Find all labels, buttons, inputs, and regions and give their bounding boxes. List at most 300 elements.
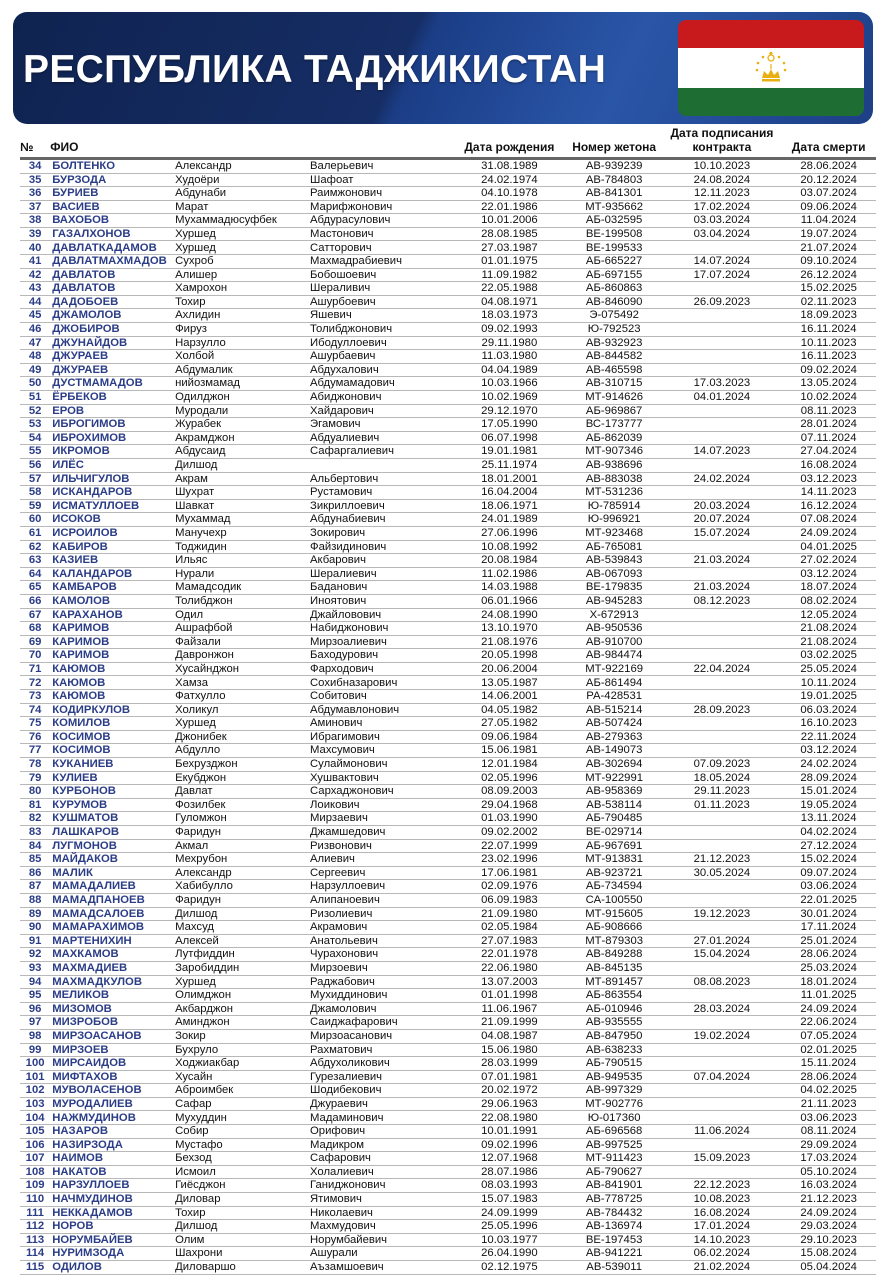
birth-date: 18.03.1973	[481, 309, 538, 322]
contract-date	[662, 880, 781, 894]
table-row	[20, 1016, 876, 1030]
row-number: 95	[28, 989, 42, 1002]
first-name: Бехрузджон	[175, 758, 238, 771]
token-number: Х-672913	[589, 608, 639, 621]
first-name: Хамза	[175, 676, 208, 689]
row-number: 58	[28, 486, 42, 499]
death-date: 22.11.2024	[800, 730, 857, 743]
row-number: 60	[28, 513, 42, 526]
death-date: 25.03.2024	[800, 961, 857, 974]
token-number: АБ-790627	[585, 1165, 643, 1178]
death-date: 27.02.2024	[800, 554, 857, 567]
patronymic: Гурезалиевич	[310, 1070, 383, 1083]
patronymic: Ятимович	[310, 1193, 362, 1206]
token-number: МТ-922991	[585, 771, 644, 784]
birth-date: 22.06.1980	[481, 961, 538, 974]
birth-date: 16.04.2004	[481, 486, 538, 499]
contract-date	[662, 730, 781, 744]
patronymic: Ашурбоевич	[310, 295, 376, 308]
contract-date: 07.09.2023	[693, 758, 751, 771]
first-name: Фатхулло	[175, 690, 226, 703]
birth-date: 22.01.1986	[481, 200, 538, 213]
row-number: 76	[28, 730, 42, 743]
contract-date: 20.07.2024	[693, 513, 751, 526]
patronymic: Махсумович	[310, 744, 375, 757]
token-number: АВ-539843	[585, 554, 643, 567]
patronymic: Лоикович	[310, 798, 360, 811]
patronymic: Абдурасулович	[310, 214, 391, 227]
first-name: Хабибулло	[175, 880, 233, 893]
patronymic: Рустамович	[310, 486, 373, 499]
table-row	[20, 1111, 876, 1125]
contract-date	[662, 635, 781, 649]
token-number: АБ-908666	[585, 921, 643, 934]
token-number: АВ-883038	[585, 472, 643, 485]
patronymic: Абдуалиевич	[310, 431, 380, 444]
patronymic: Нарзуллоевич	[310, 880, 386, 893]
surname: НОРОВ	[52, 1220, 94, 1233]
table-row	[20, 350, 876, 364]
death-date: 28.06.2024	[800, 160, 857, 172]
row-number: 59	[28, 499, 42, 512]
birth-date: 04.04.1989	[481, 363, 538, 376]
contract-date	[662, 363, 781, 377]
patronymic: Махмудович	[310, 1220, 376, 1233]
token-number: АВ-279363	[585, 730, 643, 743]
first-name: Сухроб	[175, 255, 214, 268]
surname: КАРАХАНОВ	[52, 608, 123, 621]
row-number: 88	[28, 894, 42, 907]
surname: МИРЗОЕВ	[52, 1043, 109, 1056]
first-name: Собир	[175, 1125, 209, 1138]
token-number: Ю-017360	[587, 1111, 641, 1124]
row-number: 53	[28, 418, 42, 431]
table-row	[20, 989, 876, 1003]
first-name: Лутфиддин	[175, 948, 235, 961]
birth-date: 15.06.1980	[481, 1043, 538, 1056]
death-date: 21.08.2024	[800, 635, 857, 648]
first-name: Тохир	[175, 1206, 206, 1219]
row-number: 101	[25, 1070, 45, 1083]
birth-date: 28.07.1986	[481, 1165, 538, 1178]
token-number: АВ-847950	[585, 1029, 643, 1042]
death-date: 07.05.2024	[800, 1029, 857, 1042]
row-number: 34	[28, 160, 42, 172]
death-date: 03.12.2023	[800, 472, 857, 485]
surname: ДЖАМОЛОВ	[52, 309, 122, 322]
row-number: 43	[28, 282, 42, 295]
table-row	[20, 866, 876, 880]
birth-date: 15.06.1981	[481, 744, 538, 757]
surname: БУРИЕВ	[52, 187, 99, 200]
surname: МИРСАИДОВ	[52, 1057, 127, 1070]
token-number: МТ-531236	[585, 486, 644, 499]
birth-date: 27.03.1987	[481, 241, 538, 254]
row-number: 56	[28, 459, 42, 472]
contract-date: 24.08.2024	[693, 173, 751, 186]
birth-date: 09.02.1996	[481, 1138, 538, 1151]
row-number: 54	[28, 431, 42, 444]
row-number: 96	[28, 1002, 42, 1015]
row-number: 99	[28, 1043, 42, 1056]
first-name: Бехзод	[175, 1152, 212, 1165]
token-number: АВ-784432	[585, 1206, 643, 1219]
birth-date: 27.06.1996	[481, 526, 538, 539]
patronymic: Алиевич	[310, 853, 355, 866]
death-date: 04.02.2025	[800, 1084, 857, 1097]
birth-date: 22.05.1988	[481, 282, 538, 295]
birth-date: 20.05.1998	[481, 649, 538, 662]
first-name: Абдунаби	[175, 187, 227, 200]
death-date: 15.08.2024	[800, 1247, 857, 1260]
patronymic: Мадикром	[310, 1138, 365, 1151]
birth-date: 02.05.1996	[481, 771, 538, 784]
contract-date	[662, 649, 781, 663]
contract-date: 17.01.2024	[693, 1220, 751, 1233]
first-name: Абдулло	[175, 744, 221, 757]
patronymic: Собитович	[310, 690, 367, 703]
patronymic: Ашурбаевич	[310, 350, 376, 363]
patronymic: Сархаджонович	[310, 785, 394, 798]
patronymic: Баданович	[310, 581, 368, 594]
contract-date	[662, 336, 781, 350]
birth-date: 14.06.2001	[481, 690, 538, 703]
token-number: АВ-784803	[585, 173, 643, 186]
token-number: АВ-507424	[585, 717, 643, 730]
patronymic: Сафарович	[310, 1152, 371, 1165]
table-row	[20, 567, 876, 581]
surname: НЕККАДАМОВ	[52, 1206, 133, 1219]
death-date: 18.01.2024	[800, 975, 857, 988]
table-row	[20, 839, 876, 853]
table-row	[20, 1029, 876, 1043]
patronymic: Шодибекович	[310, 1084, 382, 1097]
patronymic: Рахматович	[310, 1043, 373, 1056]
surname: КАЮМОВ	[52, 690, 106, 703]
death-date: 04.02.2024	[800, 826, 857, 839]
surname: НАИМОВ	[52, 1152, 103, 1165]
token-number: АВ-997329	[585, 1084, 643, 1097]
contract-date: 19.02.2024	[693, 1029, 751, 1042]
table-row	[20, 893, 876, 907]
table-row	[20, 880, 876, 894]
first-name: Хусайн	[175, 1070, 213, 1083]
contract-date	[662, 690, 781, 704]
row-number: 52	[28, 404, 42, 417]
table-row	[20, 173, 876, 187]
row-number: 114	[25, 1247, 45, 1260]
first-name: Исмоил	[175, 1165, 216, 1178]
table-row	[20, 323, 876, 337]
first-name: Зокир	[175, 1029, 206, 1042]
row-number: 94	[28, 975, 42, 988]
table-row	[20, 690, 876, 704]
surname: МИФТАХОВ	[52, 1070, 118, 1083]
death-date: 15.02.2025	[800, 282, 857, 295]
patronymic: Ризолиевич	[310, 907, 373, 920]
birth-date: 08.09.2003	[481, 785, 538, 798]
contract-date	[662, 404, 781, 418]
surname: НАРЗУЛЛОЕВ	[52, 1179, 130, 1192]
contract-date	[662, 961, 781, 975]
death-date: 08.02.2024	[800, 594, 857, 607]
birth-date: 06.01.1966	[481, 594, 538, 607]
table-row	[20, 798, 876, 812]
surname: КУРБОНОВ	[52, 785, 116, 798]
patronymic: Абиджонович	[310, 391, 382, 404]
death-date: 24.02.2024	[800, 758, 857, 771]
token-number: АВ-849288	[585, 948, 643, 961]
first-name: Тохир	[175, 295, 206, 308]
token-number: МТ-907346	[585, 445, 644, 458]
surname: ДЖУРАЕВ	[52, 363, 109, 376]
token-number: АВ-846090	[585, 295, 643, 308]
table-row	[20, 214, 876, 228]
token-number: АВ-539011	[586, 1261, 642, 1274]
row-number: 50	[28, 377, 42, 390]
surname: МАЛИК	[52, 866, 93, 879]
contract-date: 08.12.2023	[693, 594, 751, 607]
surname: МИРЗОАСАНОВ	[52, 1029, 142, 1042]
death-date: 15.02.2024	[800, 853, 857, 866]
table-row	[20, 377, 876, 391]
first-name: Нарзулло	[175, 336, 226, 349]
token-number: АВ-465598	[585, 363, 643, 376]
surname: ИБРОГИМОВ	[52, 418, 126, 431]
token-number: АБ-790515	[585, 1057, 643, 1070]
contract-date	[662, 744, 781, 758]
death-date: 15.01.2024	[800, 785, 857, 798]
contract-date	[662, 1016, 781, 1030]
birth-date: 04.05.1982	[481, 703, 538, 716]
table-row	[20, 744, 876, 758]
token-number: АБ-734594	[585, 880, 643, 893]
surname: НАЗИРЗОДА	[52, 1138, 123, 1151]
first-name: Дилшод	[175, 907, 218, 920]
tajikistan-flag-icon	[678, 20, 864, 116]
row-number: 107	[25, 1152, 45, 1165]
row-number: 89	[28, 907, 42, 920]
birth-date: 11.06.1967	[481, 1002, 538, 1015]
surname: МУРОДАЛИЕВ	[52, 1097, 133, 1110]
token-number: АВ-984474	[585, 649, 643, 662]
table-row	[20, 975, 876, 989]
token-number: Ю-785914	[587, 499, 641, 512]
first-name: Мамадсодик	[175, 581, 242, 594]
token-number: ВС-173777	[585, 418, 643, 431]
token-number: АВ-945283	[585, 594, 643, 607]
contract-date: 30.05.2024	[693, 866, 751, 879]
death-date: 28.01.2024	[800, 418, 857, 431]
first-name: Аминджон	[175, 1016, 230, 1029]
patronymic: Акбарович	[310, 554, 366, 567]
surname: КАЛАНДАРОВ	[52, 567, 133, 580]
patronymic: Алипаноевич	[310, 894, 380, 907]
surname: НАЧМУДИНОВ	[52, 1193, 133, 1206]
surname: ВАСИЕВ	[52, 200, 100, 213]
surname: ИСМАТУЛЛОЕВ	[52, 499, 140, 512]
row-number: 82	[28, 812, 42, 825]
token-number: МТ-935662	[585, 200, 644, 213]
token-number: АВ-923721	[585, 866, 643, 879]
patronymic: Джамолович	[310, 1002, 377, 1015]
row-number: 55	[28, 445, 42, 458]
surname: ДУСТМАМАДОВ	[52, 377, 143, 390]
surname: НАЖМУДИНОВ	[52, 1111, 136, 1124]
patronymic: Сергеевич	[310, 866, 366, 879]
table-row	[20, 785, 876, 799]
surname: МАМАДСАЛОЕВ	[52, 907, 145, 920]
token-number: ВЕ-199533	[585, 241, 643, 254]
patronymic: Сатторович	[310, 241, 372, 254]
first-name: Холикул	[175, 703, 219, 716]
birth-date: 10.03.1966	[481, 377, 538, 390]
token-number: АВ-310715	[585, 377, 643, 390]
birth-date: 10.03.1977	[481, 1233, 538, 1246]
patronymic: Шераливич	[310, 282, 371, 295]
death-date: 24.09.2024	[800, 1002, 857, 1015]
surname: МАМАДПАНОЕВ	[52, 894, 145, 907]
surname: КАЮМОВ	[52, 662, 106, 675]
first-name: Шухрат	[175, 486, 215, 499]
patronymic: Мирзоасанович	[310, 1029, 393, 1042]
contract-date: 14.10.2023	[693, 1233, 751, 1246]
birth-date: 01.03.1990	[481, 812, 538, 825]
first-name: Фаридун	[175, 894, 222, 907]
row-number: 51	[28, 391, 42, 404]
token-number: АВ-841301	[585, 187, 643, 200]
birth-date: 21.08.1976	[481, 635, 538, 648]
contract-date: 15.04.2024	[693, 948, 751, 961]
row-number: 75	[28, 717, 42, 730]
patronymic: Джайловович	[310, 608, 382, 621]
birth-date: 27.05.1982	[481, 717, 538, 730]
token-number: АВ-778725	[585, 1193, 643, 1206]
birth-date: 20.08.1984	[481, 554, 538, 567]
table-row	[20, 1193, 876, 1207]
table-row	[20, 445, 876, 459]
first-name: Холбой	[175, 350, 215, 363]
first-name: Алишер	[175, 268, 218, 281]
token-number: АВ-136974	[585, 1220, 643, 1233]
death-date: 22.01.2025	[800, 894, 857, 907]
patronymic: Мирзаевич	[310, 812, 368, 825]
table-row	[20, 635, 876, 649]
contract-date: 14.07.2023	[693, 445, 751, 458]
token-number: АВ-845135	[585, 961, 643, 974]
table-row	[20, 1206, 876, 1220]
token-number: АБ-862039	[585, 431, 643, 444]
death-date: 18.09.2023	[800, 309, 857, 322]
table-row	[20, 948, 876, 962]
surname: ДЖОБИРОВ	[52, 323, 120, 336]
table-row	[20, 540, 876, 554]
birth-date: 07.01.1981	[481, 1070, 538, 1083]
birth-date: 04.10.1978	[481, 187, 538, 200]
birth-date: 31.08.1989	[481, 160, 538, 172]
row-number: 100	[25, 1057, 45, 1070]
contract-date: 18.05.2024	[693, 771, 751, 784]
death-date: 30.01.2024	[800, 907, 857, 920]
first-name: Хуршед	[175, 241, 216, 254]
patronymic: Шералиевич	[310, 567, 377, 580]
token-number: МТ-922169	[585, 662, 644, 675]
contract-date: 28.03.2024	[693, 1002, 751, 1015]
table-row	[20, 1165, 876, 1179]
contract-date: 15.07.2024	[693, 526, 751, 539]
first-name: Олим	[175, 1233, 205, 1246]
contract-date: 10.08.2023	[693, 1193, 751, 1206]
death-date: 03.02.2025	[800, 649, 857, 662]
patronymic: Ганиджонович	[310, 1179, 386, 1192]
first-name: Нурали	[175, 567, 215, 580]
token-number: АБ-790485	[585, 812, 643, 825]
token-number: МТ-911423	[585, 1152, 643, 1165]
first-name: Шахрони	[175, 1247, 223, 1260]
death-date: 21.11.2023	[800, 1097, 857, 1110]
token-number: АВ-515214	[585, 703, 643, 716]
contract-date	[662, 567, 781, 581]
birth-date: 18.06.1971	[481, 499, 538, 512]
patronymic: Мастонович	[310, 227, 374, 240]
row-number: 36	[28, 187, 42, 200]
contract-date	[662, 241, 781, 255]
surname: КАЮМОВ	[52, 676, 106, 689]
contract-date: 26.09.2023	[693, 295, 751, 308]
first-name: Хуршед	[175, 227, 216, 240]
token-number: АВ-958369	[585, 785, 643, 798]
contract-date	[662, 608, 781, 622]
surname: ВАХОБОВ	[52, 214, 110, 227]
token-number: АВ-302694	[585, 758, 643, 771]
patronymic: Яшевич	[310, 309, 352, 322]
contract-date: 16.08.2024	[693, 1206, 751, 1219]
table-row	[20, 730, 876, 744]
token-number: АВ-067093	[585, 567, 643, 580]
first-name: Марат	[175, 200, 209, 213]
death-date: 09.07.2024	[800, 866, 857, 879]
birth-date: 04.08.1987	[481, 1029, 538, 1042]
first-name: нийозмамад	[175, 377, 240, 390]
patronymic: Ризвонович	[310, 839, 372, 852]
token-number: АВ-941221	[585, 1247, 643, 1260]
birth-date: 22.07.1999	[481, 839, 538, 852]
birth-date: 17.06.1981	[481, 866, 538, 879]
row-number: 42	[28, 268, 42, 281]
row-number: 40	[28, 241, 42, 254]
token-number: АВ-932923	[585, 336, 643, 349]
table-row	[20, 1247, 876, 1261]
row-number: 41	[28, 255, 42, 268]
death-date: 07.08.2024	[800, 513, 857, 526]
birth-date: 22.01.1978	[481, 948, 538, 961]
row-number: 106	[25, 1138, 45, 1151]
row-number: 115	[25, 1261, 45, 1274]
birth-date: 06.07.1998	[481, 431, 538, 444]
row-number: 71	[28, 662, 42, 675]
first-name: Акбарджон	[175, 1002, 233, 1015]
birth-date: 02.09.1976	[481, 880, 538, 893]
death-date: 05.04.2024	[800, 1261, 857, 1274]
death-date: 03.06.2024	[800, 880, 857, 893]
surname: ДАВЛАТКАДАМОВ	[52, 241, 157, 254]
row-number: 110	[25, 1193, 45, 1206]
birth-date: 20.06.2004	[481, 662, 538, 675]
death-date: 10.11.2024	[800, 676, 857, 689]
death-date: 03.06.2023	[800, 1111, 857, 1124]
patronymic: Фарходович	[310, 662, 374, 675]
first-name: Худоёри	[175, 173, 220, 186]
